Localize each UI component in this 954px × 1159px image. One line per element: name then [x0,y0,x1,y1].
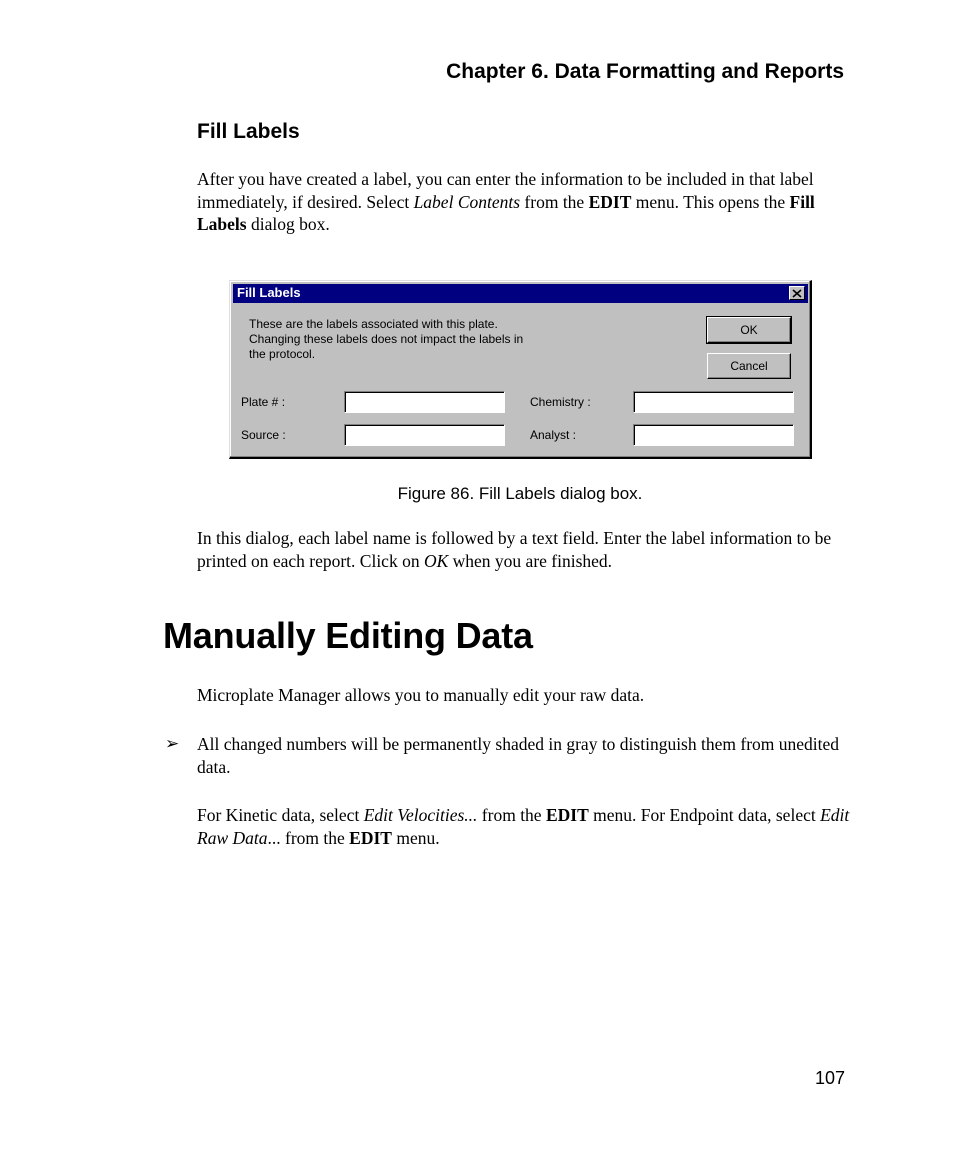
edit-raw-data-term: Edit Raw Data [197,805,850,848]
bullet-text: All changed numbers will be permanently shaded in gray to distinguish them from unedited data. [197,734,840,777]
close-button[interactable] [789,286,805,300]
ok-term: OK [423,550,449,571]
dialog-message-line: Changing these labels does not impact the labels in [249,332,524,346]
figure-caption: Figure 86. Fill Labels dialog box. [397,484,643,503]
chemistry-label: Chemistry : [530,395,591,409]
intro-text-2: from the [520,191,589,212]
main-heading: Manually Editing Data [163,615,533,656]
close-icon [792,289,802,298]
section-title: Fill Labels [197,120,300,143]
edit-velocities-term: Edit Velocities... [363,805,478,825]
kinetic-text-4: ... from the [267,827,350,848]
kinetic-text-1: For Kinetic data, select [197,805,364,825]
kinetic-text-2: from the [477,805,546,825]
instructions-text-1: In this dialog, each label name is followed by a text field. Enter the label information to be printed on each report. Click on [197,528,832,571]
source-field[interactable] [344,424,505,446]
intro-text-4: dialog box. [246,214,330,234]
edit-menu-term: EDIT [349,827,392,848]
ok-button-label: OK [740,323,758,337]
page-number: 107 [814,1068,845,1088]
analyst-field[interactable] [633,424,794,446]
chemistry-field[interactable] [633,391,794,413]
instructions-paragraph [197,527,857,572]
cancel-button-label: Cancel [730,359,768,373]
label-contents-term: Label Contents [413,191,521,212]
dialog-message [249,317,549,362]
intro-text-3: menu. This opens the [631,191,790,212]
dialog-message-line: the protocol. [249,347,316,361]
instructions-text-2: when you are finished. [448,550,613,571]
kinetic-text-3: menu. For Endpoint data, select [588,805,821,825]
analyst-label: Analyst : [530,428,577,442]
dialog-message-line: These are the labels associated with this plate. [249,317,498,331]
plate-number-label: Plate # : [241,395,286,409]
fill-labels-dialog [229,280,812,459]
intro-text-1: After you have created a label, you can enter the information to be included in that label immediately, if desired. Select [197,169,814,212]
intro-paragraph [197,168,857,236]
edit-menu-term: EDIT [545,805,589,825]
plate-number-field[interactable] [344,391,505,413]
edit-menu-term: EDIT [588,191,632,212]
fill-labels-term: Fill Labels [197,191,815,234]
kinetic-text-5: menu. [391,827,440,848]
kinetic-paragraph [197,804,857,849]
dialog-title: Fill Labels [237,285,301,300]
chapter-header: Chapter 6. Data Formatting and Reports [446,60,844,83]
cancel-button[interactable] [707,353,791,379]
ok-button[interactable] [707,317,791,343]
dialog-titlebar[interactable] [233,284,808,303]
arrow-bullet-icon: ➢ [165,734,180,753]
source-label: Source : [241,428,286,442]
intro-editing-paragraph: Microplate Manager allows you to manually edit your raw data. [197,685,645,705]
